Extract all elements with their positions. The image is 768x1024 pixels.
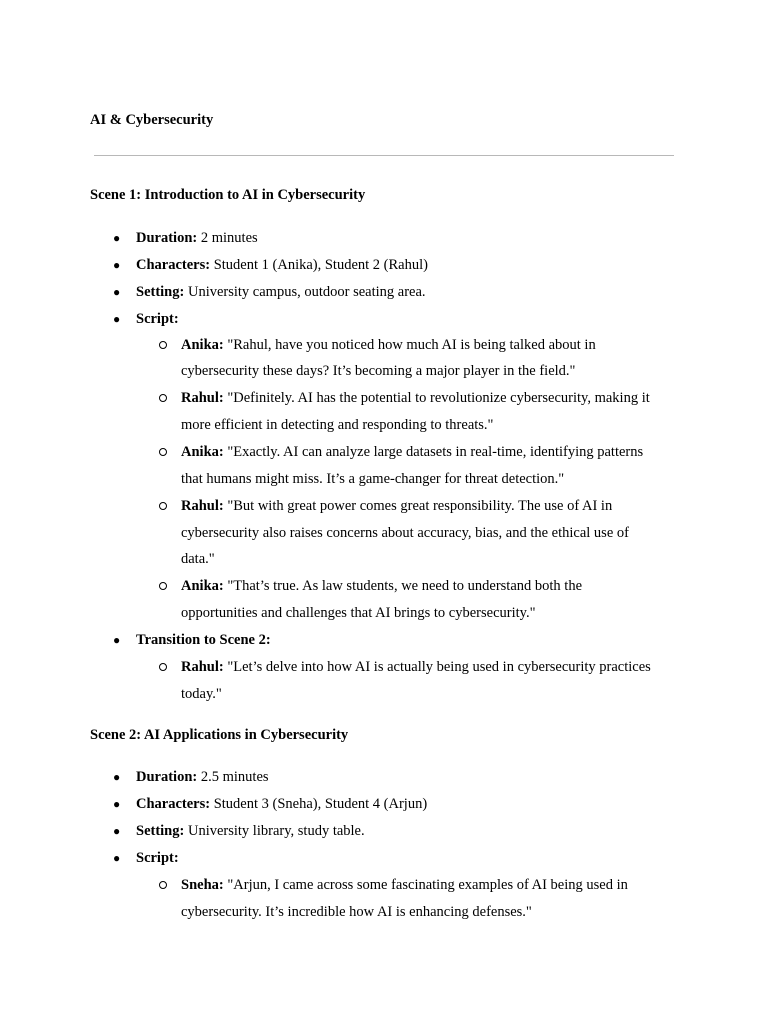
setting-value: University campus, outdoor seating area.	[184, 284, 426, 300]
speaker-name: Anika:	[181, 444, 224, 460]
characters-value: Student 1 (Anika), Student 2 (Rahul)	[210, 257, 428, 273]
scene-1-duration	[136, 229, 258, 247]
duration-value: 2 minutes	[197, 230, 258, 246]
dialogue-line: Rahul: "Let’s delve into how AI is actually being used in cybersecurity practices	[181, 659, 651, 675]
characters-value: Student 3 (Sneha), Student 4 (Arjun)	[210, 796, 428, 812]
speaker-name: Rahul:	[181, 659, 224, 675]
scene-1-heading: Scene 1: Introduction to AI in Cybersecurity	[90, 187, 366, 203]
hollow-bullet-icon	[159, 341, 167, 349]
characters-label: Characters:	[136, 796, 211, 812]
bullet-icon: ●	[113, 770, 121, 784]
scene-2-duration	[136, 768, 269, 786]
dialogue-line: Anika: "Exactly. AI can analyze large datasets in real-time, identifying patterns	[181, 444, 644, 460]
dialogue-line-continuation: cybersecurity these days? It’s becoming a major player in the field."	[181, 363, 576, 379]
scene-1-characters	[136, 256, 428, 274]
speaker-name: Anika:	[181, 578, 224, 594]
bullet-icon: ●	[113, 312, 121, 326]
dialogue-line: Rahul: "But with great power comes great responsibility. The use of AI in	[181, 498, 613, 514]
bullet-icon: ●	[113, 285, 121, 299]
setting-label: Setting:	[136, 823, 185, 839]
scene-1-script-label: Script:	[136, 311, 179, 327]
setting-value: University library, study table.	[184, 823, 365, 839]
hollow-bullet-icon	[159, 394, 167, 402]
scene-2-heading: Scene 2: AI Applications in Cybersecurity	[90, 727, 349, 743]
document-title: AI & Cybersecurity	[90, 112, 214, 128]
dialogue-line-continuation: cybersecurity. It’s incredible how AI is enhancing defenses."	[181, 904, 532, 920]
dialogue-line: Rahul: "Definitely. AI has the potential to revolutionize cybersecurity, making it	[181, 390, 650, 406]
dialogue-line-continuation: opportunities and challenges that AI brings to cybersecurity."	[181, 605, 536, 621]
dialogue-line-continuation: that humans might miss. It’s a game-changer for threat detection."	[181, 471, 565, 487]
horizontal-rule	[94, 155, 674, 156]
hollow-bullet-icon	[159, 663, 167, 671]
duration-value: 2.5 minutes	[197, 769, 269, 785]
speaker-name: Sneha:	[181, 877, 224, 893]
bullet-icon: ●	[113, 851, 121, 865]
dialogue-line: Anika: "That’s true. As law students, we need to understand both the	[181, 578, 582, 594]
dialogue-line-continuation: more efficient in detecting and responding to threats."	[181, 417, 494, 433]
bullet-icon: ●	[113, 258, 121, 272]
characters-label: Characters:	[136, 257, 211, 273]
duration-label: Duration:	[136, 769, 198, 785]
hollow-bullet-icon	[159, 448, 167, 456]
dialogue-line: Anika: "Rahul, have you noticed how much AI is being talked about in	[181, 337, 596, 353]
transition-label: Transition to Scene 2:	[136, 632, 271, 648]
speaker-name: Rahul:	[181, 390, 224, 406]
scene-2-script-label: Script:	[136, 850, 179, 866]
dialogue-line-continuation: today."	[181, 686, 222, 702]
hollow-bullet-icon	[159, 582, 167, 590]
setting-label: Setting:	[136, 284, 185, 300]
scene-1-setting	[136, 283, 426, 301]
speaker-name: Rahul:	[181, 498, 224, 514]
bullet-icon: ●	[113, 231, 121, 245]
duration-label: Duration:	[136, 230, 198, 246]
dialogue-line: Sneha: "Arjun, I came across some fascinating examples of AI being used in	[181, 877, 628, 893]
scene-2-setting	[136, 822, 365, 840]
hollow-bullet-icon	[159, 881, 167, 889]
speaker-name: Anika:	[181, 337, 224, 353]
dialogue-line-continuation: cybersecurity also raises concerns about accuracy, bias, and the ethical use of	[181, 525, 629, 541]
bullet-icon: ●	[113, 824, 121, 838]
hollow-bullet-icon	[159, 502, 167, 510]
scene-2-characters	[136, 795, 427, 813]
dialogue-line-continuation: data."	[181, 551, 215, 567]
bullet-icon: ●	[113, 633, 121, 647]
bullet-icon: ●	[113, 797, 121, 811]
